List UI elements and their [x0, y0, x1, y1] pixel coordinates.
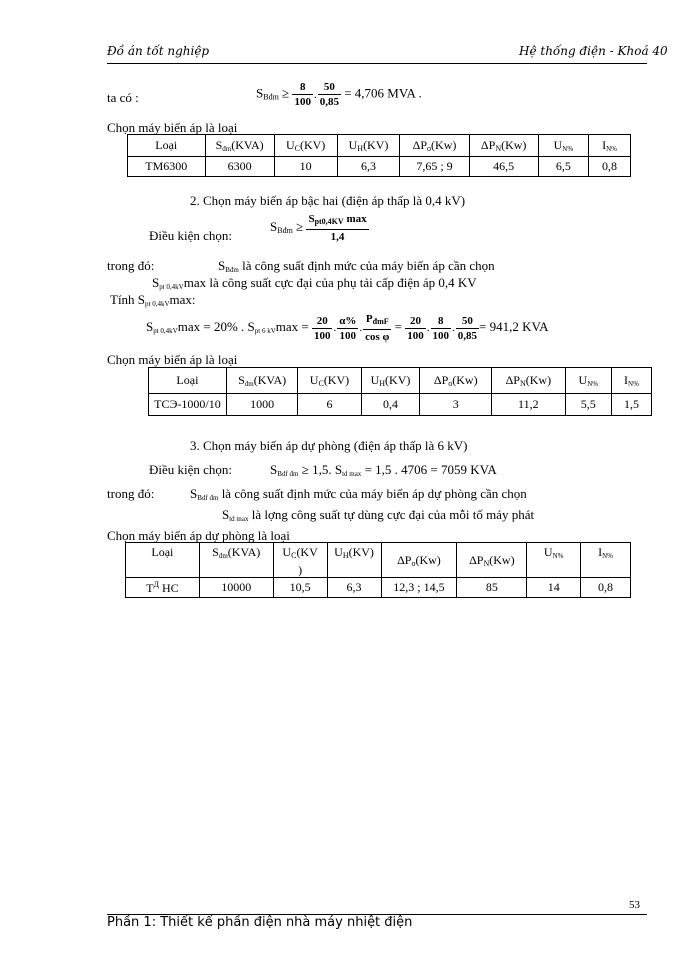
where-3-line-1: SBdf đm là công suất định mức của máy biến áp dự phòng cần chọn	[190, 486, 527, 502]
eq1-fraction-1: $\frac{8}{100}$	[294, 81, 311, 108]
section-2-title: 2. Chọn máy biến áp bậc hai (điện áp thấp là 0,4 kV)	[190, 193, 466, 208]
table-header-row: Loại Sđm(KVA) $U_C(KV$ ) $U_H(KV)$ $\Delta P_o(Kw)$ $\Delta P_N(Kw)$ UN% IN%	[126, 543, 631, 578]
intro-table-2: Chọn máy biến áp là loại	[107, 352, 238, 367]
transformer-table-3	[125, 542, 631, 598]
where-label-3: trong đó:	[107, 486, 155, 501]
header-rule	[107, 63, 647, 64]
section-2-condition-label: Điều kiện chọn:	[149, 228, 233, 243]
table-row: $T^Д$ HC 10000 10,5 6,3 12,3 ; 14,5 85 14 0,8	[126, 578, 631, 598]
calc-label: Tính Spt 0,4kVmax:	[110, 292, 196, 308]
eq1-label: ta có :	[107, 90, 139, 105]
col-uh: $U_H(KV)$	[337, 135, 400, 157]
where-2-line-1: SBđm là công suất định mức của máy biến áp cần chọn	[218, 258, 495, 274]
where-3-line-2: Std max là lợng công suất tự dùng cực đại của mỗi tổ máy phát	[222, 507, 535, 523]
table-header-row	[128, 135, 631, 157]
table-row: TM6300 6300 10 6,3 7,65 ; 9 46,5 6,5 0,8	[128, 157, 631, 177]
section-2-condition-fraction: $\frac{S_{pt0,4KV} \max}{1,4}$	[308, 213, 367, 243]
table-header-row: Loại Sđm(KVA) $U_C(KV)$ $U_H(KV)$ $\Delta P_o(Kw)$ $\Delta P_N(Kw)$ UN% IN%	[149, 368, 652, 394]
transformer-table-1	[127, 134, 631, 177]
col-uc: $U_C(KV)$	[274, 135, 337, 157]
page-number: 53	[629, 899, 640, 911]
section-3-condition-label: Điều kiện chọn:	[149, 462, 233, 477]
col-type: Loại	[128, 135, 206, 157]
where-label-2: trong đó:	[107, 258, 155, 273]
col-in: IN%	[589, 135, 631, 157]
col-un: UN%	[538, 135, 588, 157]
footer-text: Phần 1: Thiết kế phần điện nhà máy nhiệt điện	[107, 915, 413, 930]
intro-table-1: Chọn máy biến áp là loại	[107, 120, 238, 135]
col-pn: $\Delta P_N(Kw)$	[469, 135, 538, 157]
section-2-condition-formula: $S_{Bđm}$ ≥ $\frac{S_{pt0,4KV} \max}{1,4}$	[270, 213, 367, 243]
section-2-calculation: Spt 0,4kVmax = 20% . Spt 6 kVmax = $\frac{20}{100}$ . $\frac{\alpha\%}{100}$ . $\frac{P_{đmF}}{\text{cos φ}}$ = $\frac{20}{100}$ . $\frac{8}{100}$ . $\frac{50}{0,85}$ = 941,2 KVA	[146, 313, 549, 343]
header-left: Đồ án tốt nghiệp	[107, 44, 210, 58]
where-2-line-2: Spt 0,4kVmax là công suất cực đại của phụ tải cấp điện áp 0,4 KV	[152, 275, 477, 291]
col-p0: $\Delta P_o(Kw)$	[400, 135, 469, 157]
section-3-title: 3. Chọn máy biến áp dự phòng (điện áp thấp là 6 kV)	[190, 438, 468, 453]
col-rated-power: Sđm(KVA)	[205, 135, 274, 157]
eq1-fraction-2: $\frac{50}{0,85}$	[319, 81, 339, 108]
transformer-table-2	[148, 367, 652, 416]
header-right: Hệ thống điện - Khoá 40	[519, 44, 668, 58]
section-3-condition-formula: SBdf đm ≥ 1,5. Std max = 1,5 . 4706 = 7059 KVA	[270, 462, 497, 478]
eq1-formula: $S_{Bđm}$ ≥ $\frac{8}{100}$ . $\frac{50}{0,85}$ = 4,706 MVA .	[256, 81, 422, 108]
intro-table-3: Chọn máy biến áp dự phòng là loại	[107, 528, 290, 543]
table-row: TCЭ-1000/10 1000 6 0,4 3 11,2 5,5 1,5	[149, 394, 652, 416]
